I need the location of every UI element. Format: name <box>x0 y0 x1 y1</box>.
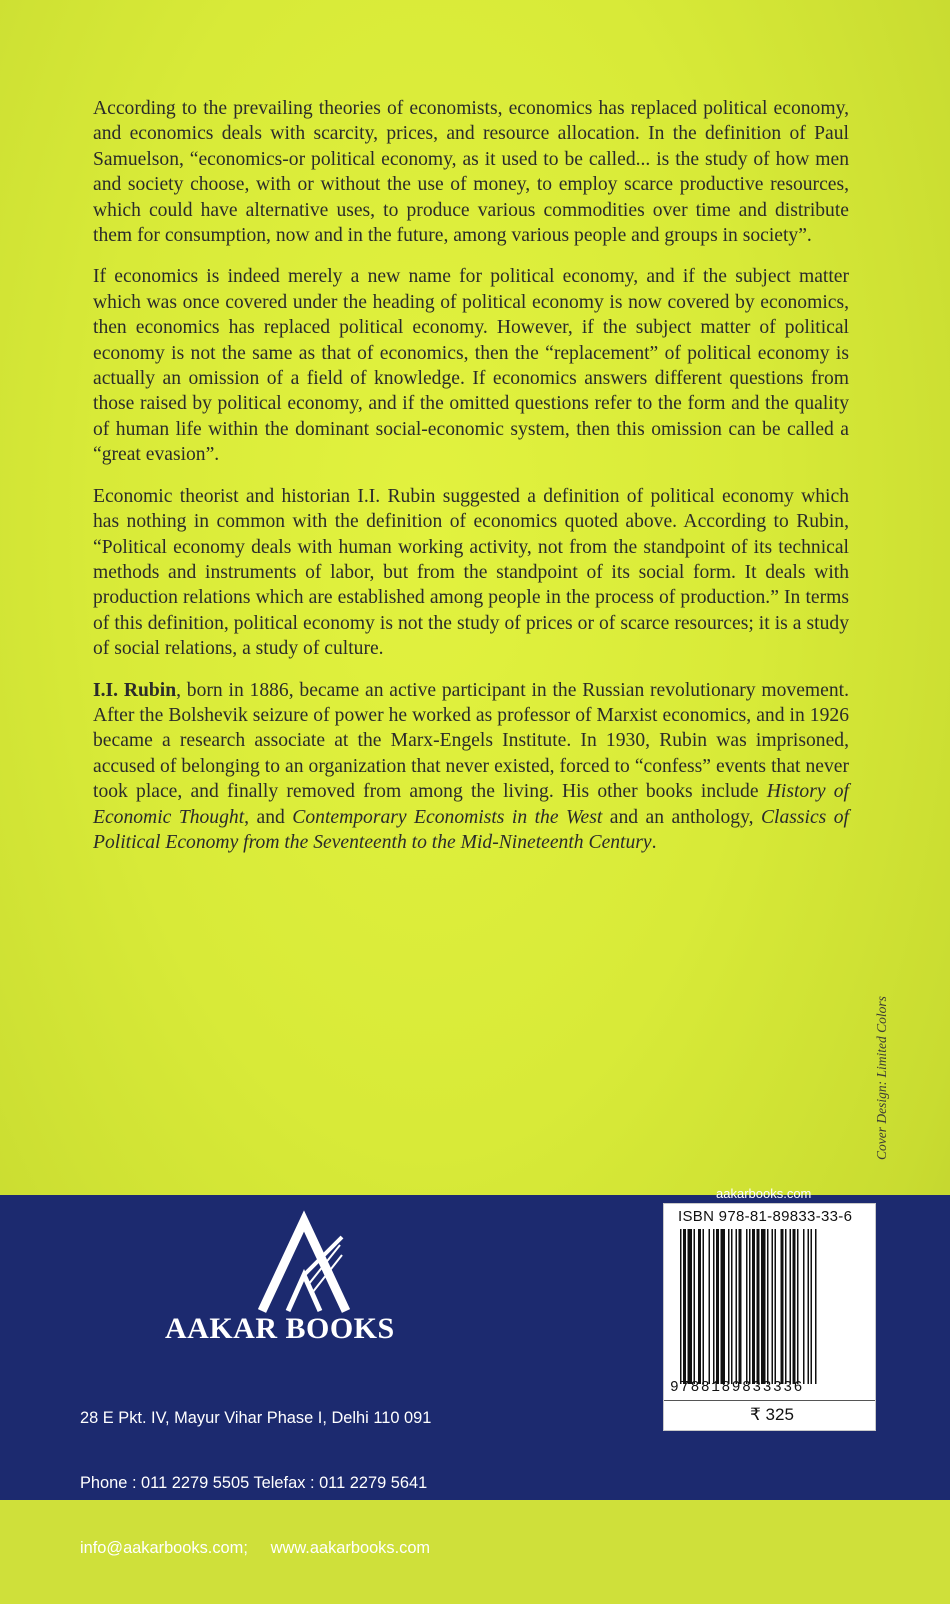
aakar-logo-icon <box>258 1215 350 1315</box>
publisher-contact <box>80 1364 431 1604</box>
publisher-email-website <box>80 1538 431 1560</box>
website-label: aakarbooks.com <box>716 1186 812 1201</box>
blurb-paragraph-3: Economic theorist and historian I.I. Rubin suggested a definition of political economy which has nothing in common with the definition of economics quoted above. According to Rubin, “Political economy deals with human working activity, not from the standpoint of its technical methods and instruments of labor, but from the standpoint of its social form. It deals with production relations which are established among people in the process of production.” In terms of this definition, political economy is not the study of prices or of scarce resources; it is a study of social relations, a study of culture. <box>93 485 849 660</box>
bio-text-2: , and <box>244 806 293 828</box>
blurb-paragraph-2: If economics is indeed merely a new name for political economy, and if the subject matter which was once covered under the heading of political economy is now covered by economics, then economics has replaced political economy. However, if the subject matter of political economy is not the same as that of economics, then the “replacement” of political economy is actually an omission of a field of knowledge. If economics answers different questions from those raised by political economy, and if the omitted questions refer to the form and the quality of human life within the dominant social-economic system, then this omission can be called a “great evasion”. <box>93 266 849 466</box>
barcode-digits: 9788189833336 <box>670 1380 804 1396</box>
publisher-address: 28 E Pkt. IV, Mayur Vihar Phase I, Delhi 110 091 <box>80 1408 432 1427</box>
barcode-icon <box>678 1229 868 1384</box>
barcode-label <box>663 1203 876 1431</box>
price-label: ₹ 325 <box>750 1405 794 1424</box>
bio-text-1: , born in 1886, became an active participant in the Russian revolutionary movement. After the Bolshevik seizure of power he worked as professor of Marxist economics, and in 1926 became a research associate at the Marx-Engels Institute. In 1930, Rubin was imprisoned, accused of belonging to an organization that never existed, forced to “confess” events that never took place, and finally removed from among the living. His other books include <box>93 679 849 803</box>
price-row <box>664 1400 875 1431</box>
blurb-paragraph-1: According to the prevailing theories of economists, economics has replaced political economy, and economics deals with scarcity, prices, and resource allocation. In the definition of Paul Samuelson, “economics-or political economy, as it used to be called... is the study of how men and society choose, with or without the use of money, to employ scarce productive resources, which could have alternative uses, to produce various commodities over time and distribute them for consumption, now and in the future, among various people and groups in society”. <box>93 98 849 247</box>
bio-text-4: . <box>651 831 657 853</box>
book-title-2: Contemporary Economists in the West <box>292 806 603 828</box>
book-title-3: Classics of Political Economy from the Seventeenth to the Mid-Nineteenth Century <box>93 806 850 853</box>
cover-design-credit: Cover Design: Limited Colors <box>874 996 889 1160</box>
publisher-website: www.aakarbooks.com <box>270 1539 431 1558</box>
blurb-text <box>93 96 849 871</box>
book-title-1: History of Economic Thought <box>93 781 850 828</box>
publisher-email: info@aakarbooks.com; <box>80 1539 248 1558</box>
author-name: I.I. Rubin <box>93 679 177 701</box>
isbn-number: ISBN 978-81-89833-33-6 <box>678 1208 853 1225</box>
publisher-phone: Phone : 011 2279 5505 Telefax : 011 2279 5641 <box>80 1473 428 1492</box>
bio-text-3: and an anthology, <box>602 806 761 828</box>
author-bio-paragraph <box>93 678 849 856</box>
publisher-name: AAKAR BOOKS <box>165 1312 395 1345</box>
